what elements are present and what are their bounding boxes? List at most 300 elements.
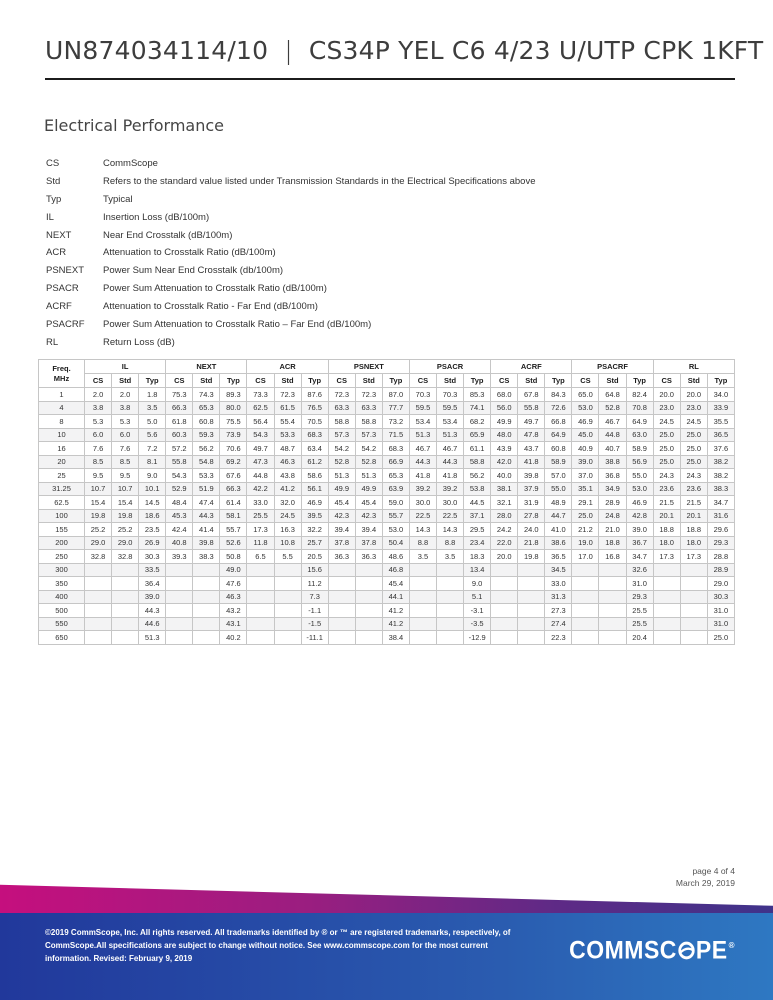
table-cell: 47.4	[193, 496, 220, 510]
table-cell: 33.5	[139, 563, 166, 577]
glossary-item	[46, 301, 535, 319]
table-cell: 3.8	[85, 401, 112, 415]
table-cell: 44.3	[139, 604, 166, 618]
table-cell	[355, 590, 382, 604]
group-header: PSNEXT	[328, 360, 409, 374]
subheader-cell: CS	[166, 374, 193, 388]
table-row	[39, 388, 735, 402]
table-cell: 33.0	[247, 496, 274, 510]
table-cell	[409, 577, 436, 591]
glossary-term: ACRF	[46, 301, 72, 313]
table-cell: 3.5	[139, 401, 166, 415]
table-cell: 73.3	[247, 388, 274, 402]
table-cell: 21.8	[518, 536, 545, 550]
table-cell: 85.3	[464, 388, 491, 402]
table-cell: 58.1	[220, 509, 247, 523]
glossary-definition: Near End Crosstalk (dB/100m)	[103, 229, 233, 241]
subheader-cell: Std	[437, 374, 464, 388]
table-cell	[437, 590, 464, 604]
group-header: PSACRF	[572, 360, 653, 374]
table-cell	[193, 631, 220, 645]
table-cell: 47.6	[220, 577, 247, 591]
table-cell	[518, 631, 545, 645]
table-cell: 22.5	[437, 509, 464, 523]
table-cell	[274, 617, 301, 631]
table-cell: 36.8	[599, 469, 626, 483]
table-cell: 31.9	[518, 496, 545, 510]
table-cell	[247, 563, 274, 577]
table-cell: 18.8	[599, 536, 626, 550]
table-cell: 10.7	[85, 482, 112, 496]
table-cell	[653, 617, 680, 631]
table-row	[39, 550, 735, 564]
table-cell: 11.8	[247, 536, 274, 550]
table-cell: 58.9	[626, 442, 653, 456]
table-cell: 25.0	[653, 428, 680, 442]
table-cell: 11.2	[301, 577, 328, 591]
table-cell: 49.7	[247, 442, 274, 456]
table-cell	[518, 604, 545, 618]
table-cell	[409, 604, 436, 618]
table-cell: 45.4	[328, 496, 355, 510]
freq-cell: 25	[39, 469, 85, 483]
glossary-term: Typ	[46, 193, 62, 205]
table-cell: 61.1	[464, 442, 491, 456]
subheader-cell: Std	[274, 374, 301, 388]
table-cell: 9.0	[464, 577, 491, 591]
table-cell: 8.8	[437, 536, 464, 550]
table-cell	[247, 604, 274, 618]
group-header: NEXT	[166, 360, 247, 374]
table-cell: 58.9	[545, 455, 572, 469]
table-cell	[328, 577, 355, 591]
table-row	[39, 455, 735, 469]
subheader-cell: Typ	[626, 374, 653, 388]
table-cell: 49.9	[491, 415, 518, 429]
table-cell	[328, 563, 355, 577]
subheader-cell: Typ	[220, 374, 247, 388]
table-cell: 64.9	[626, 415, 653, 429]
table-cell	[680, 590, 707, 604]
table-cell: 35.1	[572, 482, 599, 496]
title-separator: |	[284, 36, 293, 65]
table-cell	[193, 604, 220, 618]
table-cell: 53.4	[409, 415, 436, 429]
table-row	[39, 496, 735, 510]
table-cell: 8.8	[409, 536, 436, 550]
subheader-cell: CS	[409, 374, 436, 388]
table-cell: 24.5	[653, 415, 680, 429]
table-cell: 46.3	[220, 590, 247, 604]
subheader-cell: CS	[491, 374, 518, 388]
table-cell	[599, 590, 626, 604]
table-cell: 40.0	[491, 469, 518, 483]
table-cell	[653, 604, 680, 618]
table-cell	[572, 617, 599, 631]
table-cell: 25.5	[626, 617, 653, 631]
table-cell: 19.8	[85, 509, 112, 523]
table-cell: 30.3	[139, 550, 166, 564]
table-row	[39, 442, 735, 456]
subheader-cell: CS	[328, 374, 355, 388]
table-cell	[437, 617, 464, 631]
table-cell: 27.3	[545, 604, 572, 618]
table-cell	[85, 577, 112, 591]
table-cell: 46.7	[437, 442, 464, 456]
table-cell: 53.0	[626, 482, 653, 496]
table-cell: 27.8	[518, 509, 545, 523]
table-cell: 39.0	[626, 523, 653, 537]
table-cell: 29.1	[572, 496, 599, 510]
glossary-definition: Power Sum Attenuation to Crosstalk Ratio (dB/100m)	[103, 283, 327, 295]
table-cell: 6.0	[112, 428, 139, 442]
table-cell: 40.9	[572, 442, 599, 456]
table-cell: 54.8	[193, 455, 220, 469]
table-cell: 54.2	[328, 442, 355, 456]
table-cell: 46.8	[382, 563, 409, 577]
table-cell: 28.8	[707, 550, 734, 564]
table-cell: 28.9	[707, 563, 734, 577]
table-cell: 21.2	[572, 523, 599, 537]
table-cell: 48.0	[491, 428, 518, 442]
table-cell: 56.2	[464, 469, 491, 483]
group-header: ACRF	[491, 360, 572, 374]
table-cell: 13.4	[464, 563, 491, 577]
table-cell: 30.0	[437, 496, 464, 510]
glossary-definition: Refers to the standard value listed under Transmission Standards in the Electrical Specifications above	[103, 175, 536, 187]
table-cell	[85, 631, 112, 645]
table-cell: 5.5	[274, 550, 301, 564]
glossary-term: PSACR	[46, 283, 79, 295]
table-cell: 33.0	[545, 577, 572, 591]
registered-mark: ®	[728, 940, 735, 950]
table-cell: 49.7	[518, 415, 545, 429]
table-cell	[599, 617, 626, 631]
glossary-term: PSACRF	[46, 319, 85, 331]
table-cell	[355, 577, 382, 591]
table-cell: 51.3	[328, 469, 355, 483]
table-cell: 75.5	[220, 415, 247, 429]
table-cell: 38.2	[707, 455, 734, 469]
table-cell: 25.5	[626, 604, 653, 618]
glossary-definition: Insertion Loss (dB/100m)	[103, 211, 210, 223]
table-cell	[328, 631, 355, 645]
table-cell: 8.1	[139, 455, 166, 469]
table-cell: 70.5	[301, 415, 328, 429]
table-cell: 6.0	[85, 428, 112, 442]
table-cell: 48.6	[382, 550, 409, 564]
table-cell: 8.5	[85, 455, 112, 469]
table-cell: 3.8	[112, 401, 139, 415]
table-cell: 56.1	[301, 482, 328, 496]
subheader-cell: CS	[572, 374, 599, 388]
table-cell: 61.8	[166, 415, 193, 429]
table-cell: 72.3	[355, 388, 382, 402]
table-cell: 55.4	[274, 415, 301, 429]
table-cell: 32.6	[626, 563, 653, 577]
freq-cell: 250	[39, 550, 85, 564]
table-cell: 57.3	[328, 428, 355, 442]
subheader-cell: Std	[680, 374, 707, 388]
table-cell: 55.0	[545, 482, 572, 496]
table-cell: 36.7	[626, 536, 653, 550]
table-cell: 38.3	[193, 550, 220, 564]
table-cell: 20.4	[626, 631, 653, 645]
subheader-cell: CS	[247, 374, 274, 388]
table-cell: 61.4	[220, 496, 247, 510]
table-cell: 49.9	[355, 482, 382, 496]
table-cell: 32.0	[274, 496, 301, 510]
table-cell: 47.8	[518, 428, 545, 442]
table-cell	[85, 604, 112, 618]
table-row	[39, 523, 735, 537]
table-cell: 9.0	[139, 469, 166, 483]
table-cell: 33.9	[707, 401, 734, 415]
table-cell: 29.6	[707, 523, 734, 537]
freq-cell: 550	[39, 617, 85, 631]
table-cell: 24.0	[518, 523, 545, 537]
table-cell: 20.1	[680, 509, 707, 523]
table-cell: 40.8	[166, 536, 193, 550]
table-cell: 29.3	[626, 590, 653, 604]
table-cell: 53.3	[274, 428, 301, 442]
table-cell: 58.8	[464, 455, 491, 469]
table-cell: 41.2	[382, 604, 409, 618]
table-cell: 51.3	[355, 469, 382, 483]
footer-bar	[0, 913, 773, 1000]
subheader-cell: Typ	[464, 374, 491, 388]
table-cell: 51.3	[409, 428, 436, 442]
table-cell	[572, 604, 599, 618]
table-cell: 35.5	[707, 415, 734, 429]
table-cell	[274, 577, 301, 591]
glossary-item	[46, 176, 535, 194]
table-cell: 29.5	[464, 523, 491, 537]
table-cell: 43.2	[220, 604, 247, 618]
table-cell: 36.5	[545, 550, 572, 564]
table-cell: 25.0	[572, 509, 599, 523]
subheader-cell: Std	[193, 374, 220, 388]
table-cell: 34.7	[626, 550, 653, 564]
group-header: ACR	[247, 360, 328, 374]
table-cell: 29.0	[85, 536, 112, 550]
table-cell: 14.3	[409, 523, 436, 537]
table-cell	[166, 590, 193, 604]
subheader-cell: Typ	[139, 374, 166, 388]
table-cell	[653, 563, 680, 577]
table-cell: 74.1	[464, 401, 491, 415]
table-cell	[112, 604, 139, 618]
table-cell: 43.7	[518, 442, 545, 456]
table-cell: 23.0	[653, 401, 680, 415]
table-cell: 53.0	[572, 401, 599, 415]
table-cell: 7.6	[112, 442, 139, 456]
table-cell: 23.4	[464, 536, 491, 550]
table-cell: 54.3	[247, 428, 274, 442]
table-row	[39, 536, 735, 550]
table-cell: 39.0	[139, 590, 166, 604]
table-cell	[166, 577, 193, 591]
table-cell: 37.9	[518, 482, 545, 496]
freq-cell: 350	[39, 577, 85, 591]
table-cell: 36.4	[139, 577, 166, 591]
table-cell: 42.3	[328, 509, 355, 523]
table-cell: 53.8	[464, 482, 491, 496]
table-cell: 18.0	[680, 536, 707, 550]
table-cell	[680, 631, 707, 645]
logo-text-left: COMMSC	[569, 935, 677, 964]
table-row	[39, 415, 735, 429]
electrical-performance-table	[38, 359, 735, 645]
table-cell: 48.4	[166, 496, 193, 510]
table-cell: -3.5	[464, 617, 491, 631]
page-meta	[676, 866, 735, 890]
freq-cell: 4	[39, 401, 85, 415]
table-cell	[247, 617, 274, 631]
table-cell: 21.5	[653, 496, 680, 510]
table-cell: 23.5	[139, 523, 166, 537]
table-cell	[491, 577, 518, 591]
table-cell	[355, 563, 382, 577]
table-row	[39, 590, 735, 604]
table-cell: 46.3	[274, 455, 301, 469]
table-cell: 5.3	[112, 415, 139, 429]
table-cell: 46.9	[572, 415, 599, 429]
glossary-item	[46, 230, 535, 248]
table-cell: 32.2	[301, 523, 328, 537]
table-cell: 43.9	[491, 442, 518, 456]
table-cell: 25.7	[301, 536, 328, 550]
table-cell: 55.0	[626, 469, 653, 483]
freq-cell: 31.25	[39, 482, 85, 496]
subheader-cell: Std	[599, 374, 626, 388]
table-cell: 68.2	[464, 415, 491, 429]
table-cell: 41.4	[193, 523, 220, 537]
subheader-cell: Std	[112, 374, 139, 388]
table-cell: 7.6	[85, 442, 112, 456]
table-cell: 52.6	[220, 536, 247, 550]
table-cell: 66.3	[166, 401, 193, 415]
table-cell: 57.0	[545, 469, 572, 483]
table-cell	[653, 631, 680, 645]
table-cell: 44.3	[409, 455, 436, 469]
table-cell: 51.9	[193, 482, 220, 496]
table-cell: 1.8	[139, 388, 166, 402]
table-cell: 25.0	[653, 442, 680, 456]
table-cell: 53.4	[437, 415, 464, 429]
table-cell: 44.3	[437, 455, 464, 469]
table-cell: 58.8	[328, 415, 355, 429]
table-cell: 42.8	[626, 509, 653, 523]
table-cell: 18.8	[680, 523, 707, 537]
table-cell: 32.8	[112, 550, 139, 564]
table-cell: 52.9	[166, 482, 193, 496]
table-cell: 45.0	[572, 428, 599, 442]
revision-date: March 29, 2019	[675, 877, 735, 888]
table-cell	[572, 577, 599, 591]
table-cell: 14.3	[437, 523, 464, 537]
table-cell: 59.5	[409, 401, 436, 415]
table-header-row	[39, 360, 735, 374]
glossary-term: Std	[46, 175, 61, 187]
table-cell	[274, 631, 301, 645]
table-cell: 38.3	[707, 482, 734, 496]
table-cell: 25.2	[112, 523, 139, 537]
table-cell: 7.3	[301, 590, 328, 604]
freq-cell: 62.5	[39, 496, 85, 510]
table-cell	[274, 590, 301, 604]
table-cell: 49.0	[220, 563, 247, 577]
table-cell	[437, 604, 464, 618]
table-cell: 2.0	[85, 388, 112, 402]
table-cell: 20.5	[301, 550, 328, 564]
subheader-cell: CS	[653, 374, 680, 388]
table-cell	[409, 617, 436, 631]
table-cell: 61.5	[274, 401, 301, 415]
table-cell: 65.0	[572, 388, 599, 402]
table-cell	[193, 590, 220, 604]
table-cell: 38.2	[707, 469, 734, 483]
table-cell	[518, 563, 545, 577]
table-cell: 36.5	[707, 428, 734, 442]
table-cell: 41.8	[518, 455, 545, 469]
table-cell	[680, 563, 707, 577]
table-cell: 63.3	[328, 401, 355, 415]
table-cell: 28.0	[491, 509, 518, 523]
table-cell: 52.8	[599, 401, 626, 415]
table-cell: 49.9	[328, 482, 355, 496]
table-cell: 25.0	[680, 428, 707, 442]
table-cell: 65.3	[193, 401, 220, 415]
table-subheader-row	[39, 374, 735, 388]
table-cell: 6.5	[247, 550, 274, 564]
table-cell	[166, 604, 193, 618]
table-cell: 36.3	[355, 550, 382, 564]
table-cell	[112, 631, 139, 645]
table-cell: 24.2	[491, 523, 518, 537]
table-cell: 28.9	[599, 496, 626, 510]
table-cell: 66.3	[220, 482, 247, 496]
table-cell: 32.1	[491, 496, 518, 510]
table-cell: 21.5	[680, 496, 707, 510]
table-cell: 41.2	[274, 482, 301, 496]
freq-cell: 400	[39, 590, 85, 604]
table-cell: 34.7	[707, 496, 734, 510]
table-cell: 44.1	[382, 590, 409, 604]
table-cell	[680, 604, 707, 618]
table-cell: 74.3	[193, 388, 220, 402]
freq-cell: 200	[39, 536, 85, 550]
table-cell: 18.3	[464, 550, 491, 564]
table-cell: 53.0	[382, 523, 409, 537]
table-cell: -1.5	[301, 617, 328, 631]
table-cell: 24.8	[599, 509, 626, 523]
table-cell: 59.0	[382, 496, 409, 510]
table-cell: -12.9	[464, 631, 491, 645]
table-cell: 41.0	[545, 523, 572, 537]
table-cell: 39.2	[437, 482, 464, 496]
table-cell: 77.7	[382, 401, 409, 415]
table-cell	[112, 563, 139, 577]
product-name: CS34P YEL C6 4/23 U/UTP CPK 1KFT	[308, 36, 764, 65]
table-cell	[166, 631, 193, 645]
table-cell: 44.8	[247, 469, 274, 483]
table-cell: 70.3	[409, 388, 436, 402]
table-cell: 15.4	[112, 496, 139, 510]
subheader-cell: Typ	[382, 374, 409, 388]
table-cell: 39.8	[518, 469, 545, 483]
table-cell: 30.3	[707, 590, 734, 604]
